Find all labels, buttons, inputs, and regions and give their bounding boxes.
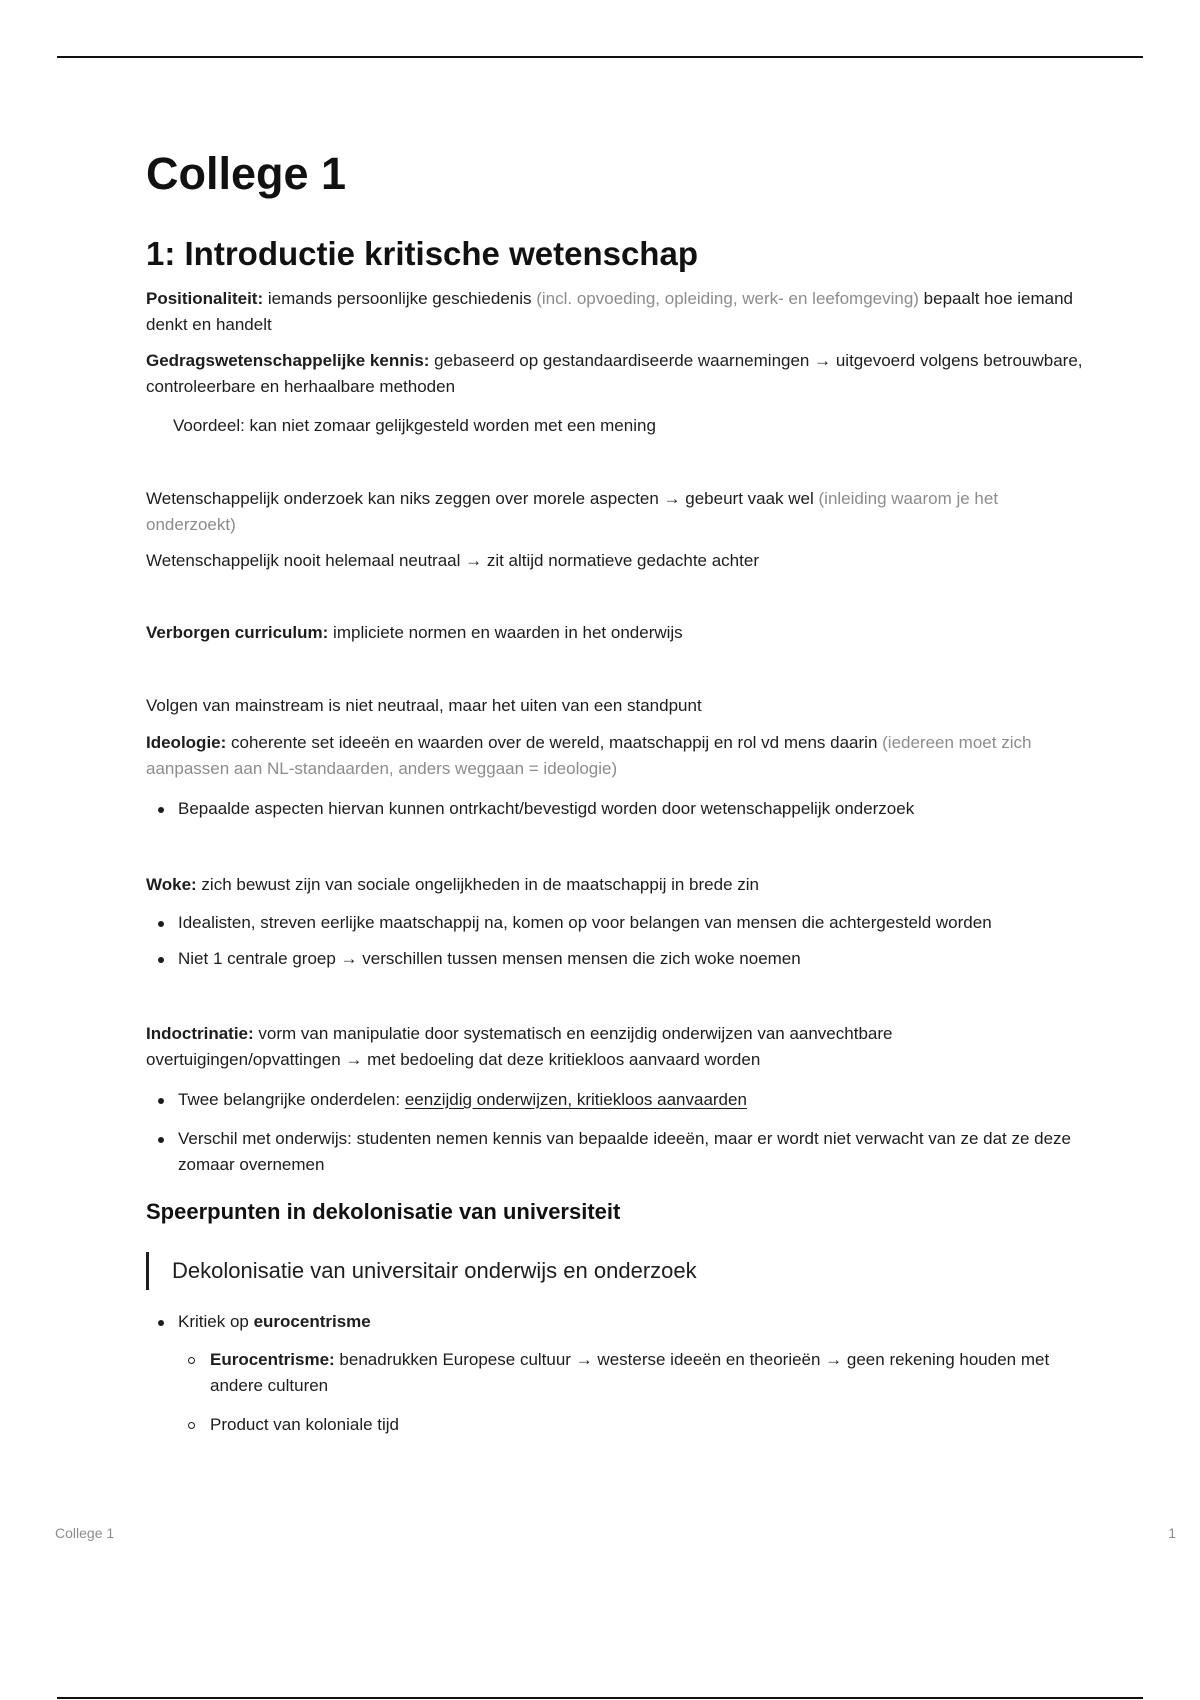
term: Positionaliteit: <box>146 289 264 308</box>
paragraph-morele-aspecten: Wetenschappelijk onderzoek kan niks zeggen over morele aspecten → gebeurt vaak wel (inleiding waarom je het onderzoekt) <box>146 489 999 534</box>
term: Eurocentrisme: <box>210 1350 335 1369</box>
paragraph-ideologie: Ideologie: coherente set ideeën en waarden over de wereld, maatschappij en rol vd mens daarin (iedereen moet zich aanpassen aan NL-standaarden, anders weggaan = ideologie) <box>146 733 1032 778</box>
list-item: Bepaalde aspecten hiervan kunnen ontrkacht/bevestigd worden door wetenschappelijk onderzoek <box>146 796 1086 822</box>
bullet-icon <box>158 807 164 813</box>
hollow-bullet-icon <box>188 1357 195 1364</box>
term: Ideologie: <box>146 733 227 752</box>
bullet-icon <box>158 921 164 927</box>
paragraph-indoctrinatie: Indoctrinatie: vorm van manipulatie door systematisch en eenzijdig onderwijzen van aanvechtbare overtuigingen/opvattingen → met bedoeling dat deze kritiekloos aanvaard worden <box>146 1024 893 1069</box>
bullet-icon <box>158 1098 164 1104</box>
paragraph-woke: Woke: zich bewust zijn van sociale ongelijkheden in de maatschappij in brede zin <box>146 875 759 894</box>
list-item: Twee belangrijke onderdelen: eenzijdig onderwijzen, kritiekloos aanvaarden <box>146 1087 1086 1113</box>
footer-title: College 1 <box>55 1525 115 1541</box>
term: Gedragswetenschappelijke kennis: <box>146 351 430 370</box>
subsection-heading: Speerpunten in dekolonisatie van universiteit <box>146 1199 621 1224</box>
page-number: 1 <box>1168 1525 1176 1541</box>
top-rule <box>57 56 1143 58</box>
paragraph-positionaliteit: Positionaliteit: iemands persoonlijke geschiedenis (incl. opvoeding, opleiding, werk- en leefomgeving) bepaalt hoe iemand denkt en handelt <box>146 289 1074 334</box>
section-heading: 1: Introductie kritische wetenschap <box>146 235 698 272</box>
bottom-rule <box>57 1697 1143 1699</box>
list-item: Kritiek op eurocentrisme <box>146 1309 1086 1335</box>
term: Verborgen curriculum: <box>146 623 329 642</box>
paragraph-voordeel: Voordeel: kan niet zomaar gelijkgesteld worden met een mening <box>173 416 656 435</box>
paragraph-gedragswetenschappelijke-kennis: Gedragswetenschappelijke kennis: gebaseerd op gestandaardiseerde waarnemingen → uitgevoerd volgens betrouwbare, controleerbare en herhaalbare methoden <box>146 351 1083 396</box>
list-item: Eurocentrisme: benadrukken Europese cultuur → westerse ideeën en theorieën → geen rekening houden met andere culturen <box>178 1347 1086 1399</box>
bullet-icon <box>158 1137 164 1143</box>
page-title: College 1 <box>146 148 347 199</box>
paragraph-verborgen-curriculum: Verborgen curriculum: impliciete normen en waarden in het onderwijs <box>146 623 683 642</box>
term: Indoctrinatie: <box>146 1024 254 1043</box>
term: Woke: <box>146 875 197 894</box>
list-item: Verschil met onderwijs: studenten nemen kennis van bepaalde ideeën, maar er wordt niet verwacht van ze dat ze deze zomaar overnemen <box>146 1126 1086 1178</box>
paragraph-neutraal: Wetenschappelijk nooit helemaal neutraal → zit altijd normatieve gedachte achter <box>146 551 759 570</box>
list-item: Product van koloniale tijd <box>178 1412 1086 1438</box>
bullet-icon <box>158 1320 164 1326</box>
bullet-icon <box>158 957 164 963</box>
paragraph-mainstream: Volgen van mainstream is niet neutraal, maar het uiten van een standpunt <box>146 696 702 715</box>
list-item: Niet 1 centrale groep → verschillen tussen mensen mensen die zich woke noemen <box>146 946 1086 972</box>
hollow-bullet-icon <box>188 1422 195 1429</box>
list-item: Idealisten, streven eerlijke maatschappij na, komen op voor belangen van mensen die achtergesteld worden <box>146 910 1086 936</box>
blockquote: Dekolonisatie van universitair onderwijs en onderzoek <box>146 1252 697 1290</box>
